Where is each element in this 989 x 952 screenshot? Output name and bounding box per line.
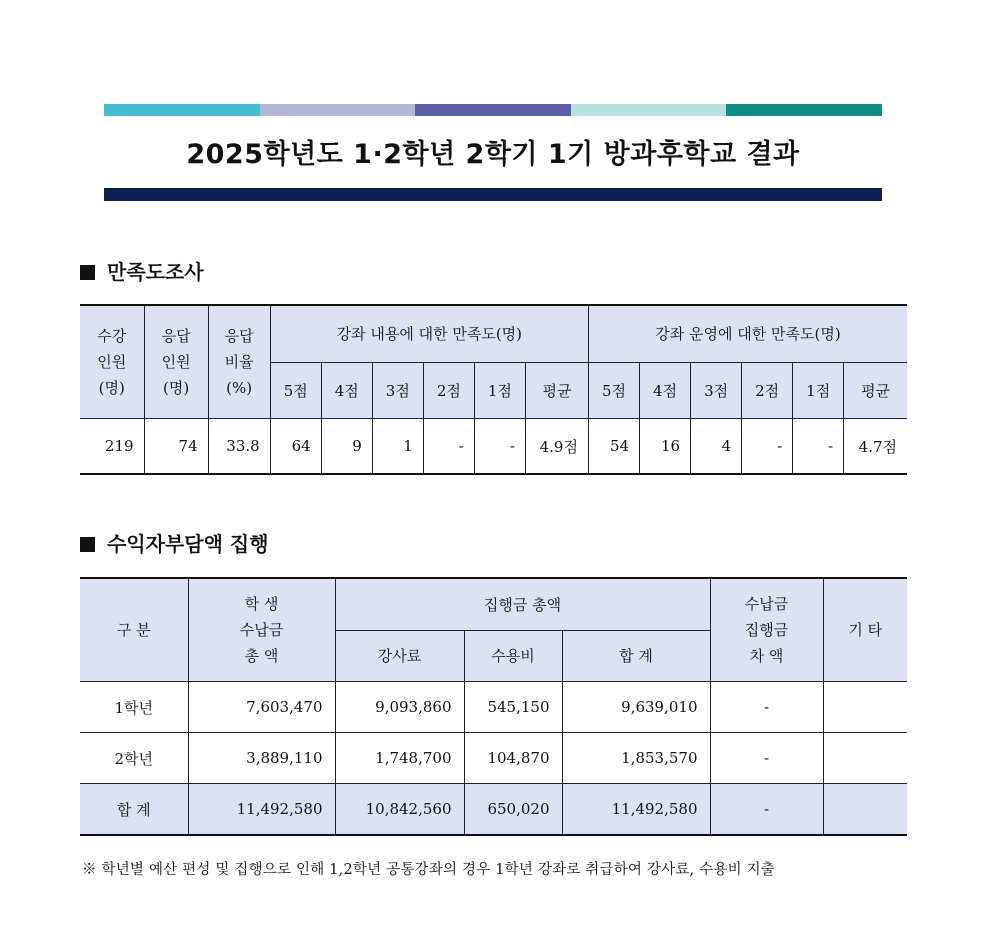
header-respondents xyxy=(144,305,208,419)
header-enrolled xyxy=(80,305,144,419)
header-line: 집행금 xyxy=(744,621,789,639)
cell-student-total: 11,492,580 xyxy=(188,784,335,836)
header-line: 비율 xyxy=(224,353,254,371)
section-expense-heading xyxy=(80,528,269,557)
cell-operation-average: 4.7점 xyxy=(844,419,907,475)
table-row-total xyxy=(80,784,907,836)
header-line: 인원 xyxy=(97,353,127,371)
header-score: 5점 xyxy=(270,363,321,419)
cell-student-total: 7,603,470 xyxy=(188,682,335,733)
header-score: 5점 xyxy=(588,363,639,419)
section-satisfaction-heading xyxy=(80,256,204,285)
header-student-total xyxy=(188,578,335,682)
header-line: (명) xyxy=(98,379,125,397)
cell-category: 합 계 xyxy=(80,784,188,836)
header-line: 총 액 xyxy=(244,647,279,665)
table-row xyxy=(80,419,907,475)
cell-etc xyxy=(823,733,907,784)
header-line: 응답 xyxy=(224,327,254,345)
header-color-stripe xyxy=(104,104,882,116)
cell-operation-2: - xyxy=(742,419,793,475)
header-line: 인원 xyxy=(161,353,191,371)
header-average: 평균 xyxy=(844,363,907,419)
header-score: 4점 xyxy=(640,363,691,419)
expense-table xyxy=(80,577,907,836)
cell-content-3: 1 xyxy=(372,419,423,475)
cell-difference: - xyxy=(710,784,823,836)
stripe-segment-4 xyxy=(571,104,727,116)
cell-sum: 11,492,580 xyxy=(562,784,710,836)
stripe-segment-2 xyxy=(260,104,416,116)
section-heading-text: 수익자부담액 집행 xyxy=(107,532,269,556)
cell-instructor-fee: 1,748,700 xyxy=(335,733,464,784)
table-row xyxy=(80,682,907,733)
cell-difference: - xyxy=(710,682,823,733)
cell-etc xyxy=(823,682,907,733)
header-operation-satisfaction: 강좌 운영에 대한 만족도(명) xyxy=(588,305,907,363)
footnote: ※ 학년별 예산 편성 및 집행으로 인해 1,2학년 공통강좌의 경우 1학년 강좌로 취급하여 강사료, 수용비 지출 xyxy=(82,862,776,878)
square-bullet-icon xyxy=(80,537,95,552)
header-response-rate xyxy=(208,305,270,419)
cell-category: 1학년 xyxy=(80,682,188,733)
satisfaction-table xyxy=(80,304,907,475)
cell-content-5: 64 xyxy=(270,419,321,475)
header-score: 4점 xyxy=(321,363,372,419)
header-score: 1점 xyxy=(474,363,525,419)
header-line: 수강 xyxy=(97,327,127,345)
cell-supplies: 545,150 xyxy=(464,682,562,733)
cell-student-total: 3,889,110 xyxy=(188,733,335,784)
header-difference xyxy=(710,578,823,682)
cell-operation-5: 54 xyxy=(588,419,639,475)
header-line: 수납금 xyxy=(744,595,789,613)
header-etc: 기 타 xyxy=(823,578,907,682)
cell-operation-4: 16 xyxy=(640,419,691,475)
cell-content-1: - xyxy=(474,419,525,475)
header-execution-total: 집행금 총액 xyxy=(335,578,710,631)
header-average: 평균 xyxy=(525,363,588,419)
cell-sum: 1,853,570 xyxy=(562,733,710,784)
header-score: 2점 xyxy=(742,363,793,419)
cell-supplies: 650,020 xyxy=(464,784,562,836)
cell-rate: 33.8 xyxy=(208,419,270,475)
stripe-segment-5 xyxy=(726,104,882,116)
title-underline-bar xyxy=(104,188,882,201)
header-line: (명) xyxy=(162,379,190,397)
cell-content-average: 4.9점 xyxy=(525,419,588,475)
table-row xyxy=(80,733,907,784)
cell-etc xyxy=(823,784,907,836)
header-score: 2점 xyxy=(423,363,474,419)
header-score: 3점 xyxy=(372,363,423,419)
cell-instructor-fee: 9,093,860 xyxy=(335,682,464,733)
header-line: 응답 xyxy=(161,327,191,345)
square-bullet-icon xyxy=(80,265,95,280)
header-score: 1점 xyxy=(793,363,844,419)
stripe-segment-1 xyxy=(104,104,260,116)
cell-category: 2학년 xyxy=(80,733,188,784)
header-supplies: 수용비 xyxy=(464,631,562,682)
cell-content-4: 9 xyxy=(321,419,372,475)
header-content-satisfaction: 강좌 내용에 대한 만족도(명) xyxy=(270,305,588,363)
header-sum: 합 계 xyxy=(562,631,710,682)
cell-operation-3: 4 xyxy=(691,419,742,475)
cell-supplies: 104,870 xyxy=(464,733,562,784)
header-line: 수납금 xyxy=(239,621,284,639)
header-instructor-fee: 강사료 xyxy=(335,631,464,682)
cell-sum: 9,639,010 xyxy=(562,682,710,733)
cell-operation-1: - xyxy=(793,419,844,475)
header-line: 차 액 xyxy=(749,647,784,665)
cell-content-2: - xyxy=(423,419,474,475)
header-score: 3점 xyxy=(691,363,742,419)
header-line: 학 생 xyxy=(244,595,279,613)
cell-difference: - xyxy=(710,733,823,784)
header-category: 구 분 xyxy=(80,578,188,682)
stripe-segment-3 xyxy=(415,104,571,116)
document-title: 2025학년도 1·2학년 2학기 1기 방과후학교 결과 xyxy=(186,139,800,170)
cell-enrolled: 219 xyxy=(80,419,144,475)
header-line: (%) xyxy=(226,379,253,397)
cell-instructor-fee: 10,842,560 xyxy=(335,784,464,836)
section-heading-text: 만족도조사 xyxy=(107,260,204,284)
cell-respondents: 74 xyxy=(144,419,208,475)
